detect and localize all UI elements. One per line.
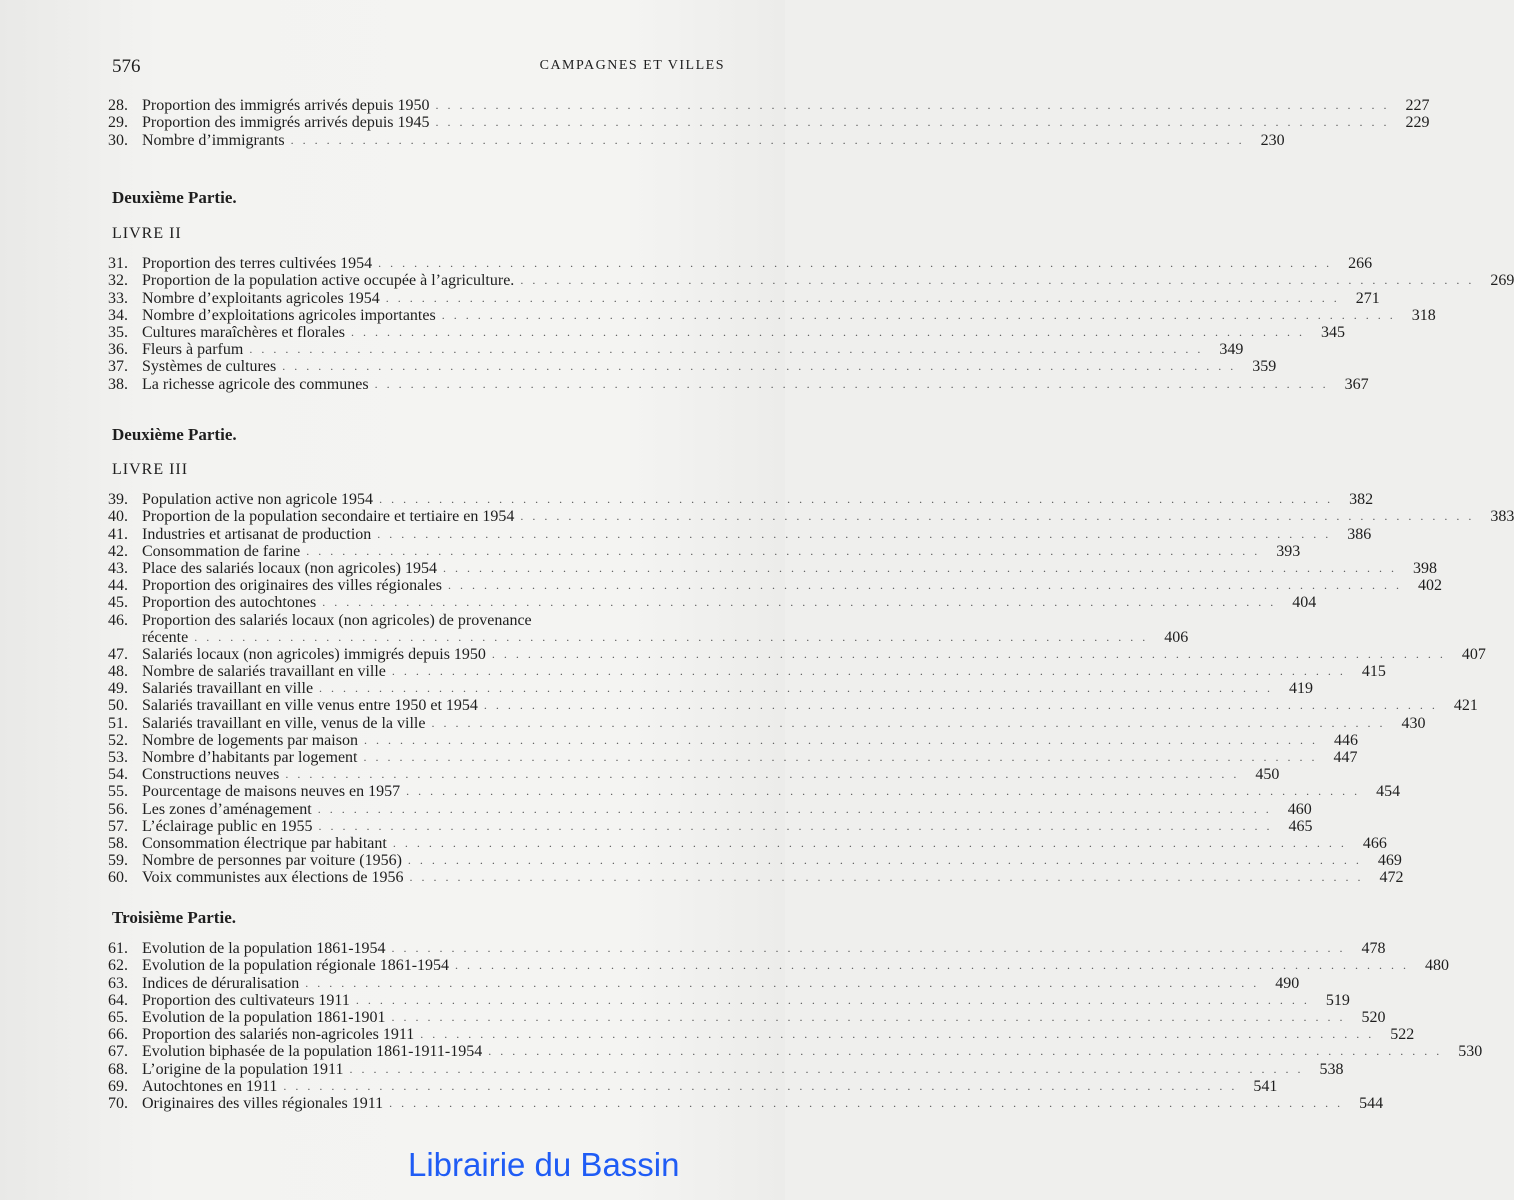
leader-dots: . . . . . . . . . . . . . . . . . . . . . . . . . . . . . . . . . . . . . . . . . . . . . . . . . . . . . . . . . . . . . . . . . . . . . . . . . . . . . . . . <box>351 324 1306 339</box>
entry-title: Place des salariés locaux (non agricoles) 1954 <box>142 559 438 577</box>
toc-entry <box>108 714 1426 732</box>
entry-number: 38. <box>108 375 128 393</box>
entry-number: 46. <box>108 611 128 629</box>
entry-number: 34. <box>108 306 128 324</box>
leader-dots: . . . . . . . . . . . . . . . . . . . . . . . . . . . . . . . . . . . . . . . . . . . . . . . . . . . . . . . . . . . . . . . . . . . . . . . . . . . . . . . . <box>441 307 1396 322</box>
leader-dots: . . . . . . . . . . . . . . . . . . . . . . . . . . . . . . . . . . . . . . . . . . . . . . . . . . . . . . . . . . . . . . . . . . . . . . . . . . . . . . . . <box>305 975 1260 990</box>
entry-title: Systèmes de cultures <box>142 358 277 376</box>
toc-entry <box>108 940 1386 958</box>
entry-title: Consommation électrique par habitant <box>142 834 387 852</box>
leader-dots: . . . . . . . . . . . . . . . . . . . . . . . . . . . . . . . . . . . . . . . . . . . . . . . . . . . . . . . . . . . . . . . . . . . . . . . . . . . . . . . . <box>391 1009 1346 1024</box>
toc-entry <box>108 680 1314 698</box>
toc-entry <box>108 525 1372 543</box>
toc-entry <box>108 577 1442 595</box>
leader-dots: . . . . . . . . . . . . . . . . . . . . . . . . . . . . . . . . . . . . . . . . . . . . . . . . . . . . . . . . . . . . . . . . . . . . . . . . . . . . . . . . <box>407 853 1362 868</box>
toc-entry <box>108 289 1380 307</box>
leader-dots: . . . . . . . . . . . . . . . . . . . . . . . . . . . . . . . . . . . . . . . . . . . . . . . . . . . . . . . . . . . . . . . . . . . . . . . . . . . . . . . . <box>355 992 1310 1007</box>
leader-dots: . . . . . . . . . . . . . . . . . . . . . . . . . . . . . . . . . . . . . . . . . . . . . . . . . . . . . . . . . . . . . . . . . . . . . . . . . . . . . . . . <box>379 492 1334 507</box>
leader-dots: . . . . . . . . . . . . . . . . . . . . . . . . . . . . . . . . . . . . . . . . . . . . . . . . . . . . . . . . . . . . . . . . . . . . . . . . . . . . . . . . <box>406 784 1361 799</box>
toc-entry <box>108 1060 1344 1078</box>
entry-title-continued: récente <box>142 628 189 646</box>
entry-number: 30. <box>108 131 128 149</box>
entry-page: 520 <box>1361 1008 1386 1026</box>
entry-page: 472 <box>1379 869 1404 887</box>
entry-page: 454 <box>1376 783 1401 801</box>
entry-title: Evolution biphasée de la population 1861-1911-1954 <box>142 1043 483 1061</box>
toc-entry <box>108 1077 1278 1095</box>
entry-title: Nombre de personnes par voiture (1956) <box>142 852 402 870</box>
entry-number: 35. <box>108 323 128 341</box>
leader-dots: . . . . . . . . . . . . . . . . . . . . . . . . . . . . . . . . . . . . . . . . . . . . . . . . . . . . . . . . . . . . . . . . . . . . . . . . . . . . . . . . <box>409 870 1364 885</box>
entry-page: 230 <box>1260 131 1285 149</box>
toc-entry <box>108 358 1277 376</box>
entry-page: 393 <box>1276 542 1301 560</box>
entry-number: 69. <box>108 1077 128 1095</box>
entry-number: 55. <box>108 783 128 801</box>
entry-page: 544 <box>1359 1094 1384 1112</box>
toc-entry <box>108 508 1514 526</box>
entry-page: 349 <box>1219 341 1244 359</box>
toc-entry <box>108 749 1358 766</box>
entry-page: 406 <box>1164 628 1189 646</box>
page-number: 576 <box>112 56 141 77</box>
toc-entry <box>108 97 1430 115</box>
leader-dots: . . . . . . . . . . . . . . . . . . . . . . . . . . . . . . . . . . . . . . . . . . . . . . . . . . . . . . . . . . . . . . . . . . . . . . . . . . . . . . . . <box>431 715 1386 730</box>
toc-entry <box>108 766 1280 784</box>
entry-page: 430 <box>1401 714 1426 732</box>
section-heading: Deuxième Partie. <box>112 425 237 444</box>
leader-dots: . . . . . . . . . . . . . . . . . . . . . . . . . . . . . . . . . . . . . . . . . . . . . . . . . . . . . . . . . . . . . . . . . . . . . . . . . . . . . . . . <box>520 273 1475 288</box>
entry-page: 266 <box>1348 255 1373 273</box>
leader-dots: . . . . . . . . . . . . . . . . . . . . . . . . . . . . . . . . . . . . . . . . . . . . . . . . . . . . . . . . . . . . . . . . . . . . . . . . . . . . . . . . <box>392 835 1347 850</box>
entry-number: 32. <box>108 272 128 290</box>
entry-number: 37. <box>108 358 128 376</box>
entry-title: Proportion des immigrés arrivés depuis 1945 <box>142 114 430 132</box>
entry-page: 490 <box>1275 974 1300 992</box>
entry-page: 359 <box>1252 358 1277 376</box>
entry-title: Proportion des salariés locaux (non agricoles) de provenance <box>142 611 532 629</box>
entry-number: 44. <box>108 577 128 595</box>
entry-number: 60. <box>108 869 128 887</box>
entry-title: Consommation de farine <box>142 542 301 560</box>
entry-title: Cultures maraîchères et florales <box>142 323 346 341</box>
entry-number: 65. <box>108 1008 128 1026</box>
entry-title: Evolution de la population régionale 1861-1954 <box>142 957 450 975</box>
entry-title: Industries et artisanat de production <box>142 525 372 543</box>
entry-page: 382 <box>1349 491 1374 509</box>
entry-title: Originaires des villes régionales 1911 <box>142 1094 384 1112</box>
entry-title: Indices de déruralisation <box>142 974 300 992</box>
toc-entry <box>108 697 1478 715</box>
leader-dots: . . . . . . . . . . . . . . . . . . . . . . . . . . . . . . . . . . . . . . . . . . . . . . . . . . . . . . . . . . . . . . . . . . . . . . . . . . . . . . . . <box>282 359 1237 374</box>
leader-dots: . . . . . . . . . . . . . . . . . . . . . . . . . . . . . . . . . . . . . . . . . . . . . . . . . . . . . . . . . . . . . . . . . . . . . . . . . . . . . . . . <box>391 941 1346 956</box>
leader-dots: . . . . . . . . . . . . . . . . . . . . . . . . . . . . . . . . . . . . . . . . . . . . . . . . . . . . . . . . . . . . . . . . . . . . . . . . . . . . . . . . <box>349 1061 1304 1076</box>
entry-page: 229 <box>1405 114 1430 132</box>
entry-title: Proportion des cultivateurs 1911 <box>142 991 350 1009</box>
entry-title: Les zones d’aménagement <box>142 800 312 818</box>
toc-list-0 <box>108 97 1430 149</box>
entry-number: 57. <box>108 817 128 835</box>
toc-entry <box>108 255 1373 273</box>
leader-dots: . . . . . . . . . . . . . . . . . . . . . . . . . . . . . . . . . . . . . . . . . . . . . . . . . . . . . . . . . . . . . . . . . . . . . . . . . . . . . . . . <box>447 578 1402 593</box>
entry-page: 383 <box>1490 508 1514 526</box>
toc-entry <box>108 834 1387 852</box>
entry-page: 522 <box>1390 1026 1415 1044</box>
leader-dots: . . . . . . . . . . . . . . . . . . . . . . . . . . . . . . . . . . . . . . . . . . . . . . . . . . . . . . . . . . . . . . . . . . . . . . . . . . . . . . . . <box>389 1095 1344 1110</box>
leader-dots: . . . . . . . . . . . . . . . . . . . . . . . . . . . . . . . . . . . . . . . . . . . . . . . . . . . . . . . . . . . . . . . . . . . . . . . . . . . . . . . . <box>363 732 1318 747</box>
entry-title: Nombre de salariés travaillant en ville <box>142 663 386 681</box>
toc-entry <box>108 645 1486 663</box>
entry-number: 50. <box>108 697 128 715</box>
entry-title: Proportion des autochtones <box>142 594 317 612</box>
toc-entry <box>108 783 1401 801</box>
entry-page: 407 <box>1461 645 1486 663</box>
entry-title: Salariés travaillant en ville <box>142 680 314 698</box>
entry-number: 52. <box>108 731 128 749</box>
leader-dots: . . . . . . . . . . . . . . . . . . . . . . . . . . . . . . . . . . . . . . . . . . . . . . . . . . . . . . . . . . . . . . . . . . . . . . . . . . . . . . . . <box>420 1027 1375 1042</box>
entry-number: 61. <box>108 940 128 958</box>
entry-title: L’origine de la population 1911 <box>142 1060 344 1078</box>
entry-title: La richesse agricole des communes <box>142 375 369 393</box>
entry-page: 419 <box>1289 680 1314 698</box>
entry-page: 519 <box>1325 991 1350 1009</box>
running-title: CAMPAGNES ET VILLES <box>539 58 725 73</box>
entry-page: 446 <box>1333 731 1358 749</box>
toc-entry <box>108 341 1244 359</box>
entry-number: 45. <box>108 594 128 612</box>
entry-number: 51. <box>108 714 128 732</box>
leader-dots: . . . . . . . . . . . . . . . . . . . . . . . . . . . . . . . . . . . . . . . . . . . . . . . . . . . . . . . . . . . . . . . . . . . . . . . . . . . . . . . . <box>391 664 1346 679</box>
entry-number: 53. <box>108 749 128 766</box>
entry-number: 49. <box>108 680 128 698</box>
leader-dots: . . . . . . . . . . . . . . . . . . . . . . . . . . . . . . . . . . . . . . . . . . . . . . . . . . . . . . . . . . . . . . . . . . . . . . . . . . . . . . . . <box>194 629 1149 644</box>
leader-dots: . . . . . . . . . . . . . . . . . . . . . . . . . . . . . . . . . . . . . . . . . . . . . . . . . . . . . . . . . . . . . . . . . . . . . . . . . . . . . . . . <box>306 543 1261 558</box>
entry-title: Evolution de la population 1861-1954 <box>142 940 386 958</box>
entry-number: 47. <box>108 645 128 663</box>
entry-number: 56. <box>108 800 128 818</box>
entry-number: 42. <box>108 542 128 560</box>
entry-title: Nombre d’exploitants agricoles 1954 <box>142 289 380 307</box>
livre-label: LIVRE III <box>112 461 189 478</box>
toc-entry <box>108 957 1450 975</box>
entry-title: Nombre de logements par maison <box>142 731 358 749</box>
leader-dots: . . . . . . . . . . . . . . . . . . . . . . . . . . . . . . . . . . . . . . . . . . . . . . . . . . . . . . . . . . . . . . . . . . . . . . . . . . . . . . . . <box>317 801 1272 816</box>
toc-entry <box>108 817 1313 835</box>
entry-number: 36. <box>108 341 128 359</box>
entry-number: 66. <box>108 1026 128 1044</box>
watermark: Librairie du Bassin <box>408 1146 680 1183</box>
toc-entry <box>108 974 1300 992</box>
entry-page: 345 <box>1321 323 1346 341</box>
entry-title: Evolution de la population 1861-1901 <box>142 1008 386 1026</box>
entry-page: 402 <box>1417 577 1442 595</box>
entry-page: 478 <box>1361 940 1386 958</box>
leader-dots: . . . . . . . . . . . . . . . . . . . . . . . . . . . . . . . . . . . . . . . . . . . . . . . . . . . . . . . . . . . . . . . . . . . . . . . . . . . . . . . . <box>377 526 1332 541</box>
leader-dots: . . . . . . . . . . . . . . . . . . . . . . . . . . . . . . . . . . . . . . . . . . . . . . . . . . . . . . . . . . . . . . . . . . . . . . . . . . . . . . . . <box>378 256 1333 271</box>
toc-entry <box>108 559 1438 577</box>
leader-dots: . . . . . . . . . . . . . . . . . . . . . . . . . . . . . . . . . . . . . . . . . . . . . . . . . . . . . . . . . . . . . . . . . . . . . . . . . . . . . . . . <box>285 767 1240 782</box>
entry-number: 63. <box>108 974 128 992</box>
leader-dots: . . . . . . . . . . . . . . . . . . . . . . . . . . . . . . . . . . . . . . . . . . . . . . . . . . . . . . . . . . . . . . . . . . . . . . . . . . . . . . . . <box>491 646 1446 661</box>
leader-dots: . . . . . . . . . . . . . . . . . . . . . . . . . . . . . . . . . . . . . . . . . . . . . . . . . . . . . . . . . . . . . . . . . . . . . . . . . . . . . . . . <box>363 750 1318 764</box>
entry-number: 33. <box>108 289 128 307</box>
leader-dots: . . . . . . . . . . . . . . . . . . . . . . . . . . . . . . . . . . . . . . . . . . . . . . . . . . . . . . . . . . . . . . . . . . . . . . . . . . . . . . . . <box>318 818 1273 833</box>
entry-title: Proportion de la population active occupée à l’agriculture. <box>142 272 515 290</box>
entry-title: Voix communistes aux élections de 1956 <box>142 869 404 887</box>
toc-entry <box>108 114 1430 132</box>
entry-number: 43. <box>108 559 128 577</box>
entry-page: 227 <box>1405 97 1430 115</box>
entry-page: 318 <box>1411 306 1436 324</box>
entry-title: Nombre d’immigrants <box>142 131 285 149</box>
entry-number: 67. <box>108 1043 128 1061</box>
section-heading: Troisième Partie. <box>112 908 236 927</box>
entry-page: 269 <box>1490 272 1514 290</box>
entry-page: 465 <box>1288 817 1313 835</box>
leader-dots: . . . . . . . . . . . . . . . . . . . . . . . . . . . . . . . . . . . . . . . . . . . . . . . . . . . . . . . . . . . . . . . . . . . . . . . . . . . . . . . . <box>385 290 1340 305</box>
entry-title: Nombre d’habitants par logement <box>142 749 358 766</box>
leader-dots: . . . . . . . . . . . . . . . . . . . . . . . . . . . . . . . . . . . . . . . . . . . . . . . . . . . . . . . . . . . . . . . . . . . . . . . . . . . . . . . . <box>455 958 1410 973</box>
entry-title: Autochtones en 1911 <box>142 1077 278 1095</box>
toc-list-3 <box>108 940 1483 1112</box>
entry-page: 469 <box>1377 852 1402 870</box>
leader-dots: . . . . . . . . . . . . . . . . . . . . . . . . . . . . . . . . . . . . . . . . . . . . . . . . . . . . . . . . . . . . . . . . . . . . . . . . . . . . . . . . <box>322 595 1277 610</box>
toc-entry <box>108 594 1317 612</box>
leader-dots: . . . . . . . . . . . . . . . . . . . . . . . . . . . . . . . . . . . . . . . . . . . . . . . . . . . . . . . . . . . . . . . . . . . . . . . . . . . . . . . . <box>249 342 1204 357</box>
toc-entry <box>108 800 1312 818</box>
entry-title: Proportion des terres cultivées 1954 <box>142 255 373 273</box>
entry-number: 29. <box>108 114 128 132</box>
toc-entry <box>108 1043 1483 1061</box>
entry-number: 31. <box>108 255 128 273</box>
toc-entry-continuation <box>108 628 1189 646</box>
entry-number: 48. <box>108 663 128 681</box>
toc-entry <box>108 852 1402 870</box>
leader-dots: . . . . . . . . . . . . . . . . . . . . . . . . . . . . . . . . . . . . . . . . . . . . . . . . . . . . . . . . . . . . . . . . . . . . . . . . . . . . . . . . <box>483 698 1438 713</box>
entry-number: 54. <box>108 766 128 784</box>
toc-entry <box>108 869 1404 887</box>
entry-page: 538 <box>1319 1060 1344 1078</box>
entry-number: 58. <box>108 834 128 852</box>
entry-title: Salariés locaux (non agricoles) immigrés depuis 1950 <box>142 645 486 663</box>
entry-title: Population active non agricole 1954 <box>142 491 374 509</box>
entry-title: Fleurs à parfum <box>142 341 244 359</box>
entry-title: Pourcentage de maisons neuves en 1957 <box>142 783 401 801</box>
toc-entry <box>108 611 724 628</box>
entry-title: Nombre d’exploitations agricoles importantes <box>142 306 436 324</box>
toc-entry <box>108 491 1374 509</box>
toc-entry <box>108 1026 1415 1044</box>
leader-dots: . . . . . . . . . . . . . . . . . . . . . . . . . . . . . . . . . . . . . . . . . . . . . . . . . . . . . . . . . . . . . . . . . . . . . . . . . . . . . . . . <box>488 1044 1443 1059</box>
section-heading: Deuxième Partie. <box>112 188 237 207</box>
toc-entry <box>108 991 1350 1009</box>
entry-title: L’éclairage public en 1955 <box>142 817 313 835</box>
entry-page: 460 <box>1287 800 1312 818</box>
entry-number: 68. <box>108 1060 128 1078</box>
entry-page: 415 <box>1361 663 1386 681</box>
entry-page: 404 <box>1292 594 1317 612</box>
entry-page: 530 <box>1458 1043 1483 1061</box>
entry-page: 466 <box>1362 834 1387 852</box>
entry-page: 271 <box>1355 289 1380 307</box>
toc-entry <box>108 663 1386 681</box>
entry-number: 39. <box>108 491 128 509</box>
entry-page: 386 <box>1347 525 1372 543</box>
entry-title: Proportion des originaires des villes régionales <box>142 577 442 595</box>
leader-dots: . . . . . . . . . . . . . . . . . . . . . . . . . . . . . . . . . . . . . . . . . . . . . . . . . . . . . . . . . . . . . . . . . . . . . . . . . . . . . . . . <box>319 681 1274 696</box>
entry-page: 541 <box>1253 1077 1278 1095</box>
entry-number: 28. <box>108 97 128 115</box>
toc-entry <box>108 306 1436 324</box>
entry-number: 62. <box>108 957 128 975</box>
entry-page: 447 <box>1333 749 1358 766</box>
toc-entry <box>108 272 1514 290</box>
leader-dots: . . . . . . . . . . . . . . . . . . . . . . . . . . . . . . . . . . . . . . . . . . . . . . . . . . . . . . . . . . . . . . . . . . . . . . . . . . . . . . . . <box>374 376 1329 391</box>
entry-page: 421 <box>1453 697 1478 715</box>
toc-list-2 <box>108 491 1514 887</box>
toc-entry <box>108 731 1358 749</box>
entry-page: 480 <box>1425 957 1450 975</box>
entry-title: Salariés travaillant en ville, venus de la ville <box>142 714 426 732</box>
entry-title: Salariés travaillant en ville venus entre 1950 et 1954 <box>142 697 478 715</box>
entry-title: Proportion des immigrés arrivés depuis 1950 <box>142 97 430 115</box>
entry-page: 450 <box>1255 766 1280 784</box>
leader-dots: . . . . . . . . . . . . . . . . . . . . . . . . . . . . . . . . . . . . . . . . . . . . . . . . . . . . . . . . . . . . . . . . . . . . . . . . . . . . . . . . <box>443 560 1398 575</box>
leader-dots: . . . . . . . . . . . . . . . . . . . . . . . . . . . . . . . . . . . . . . . . . . . . . . . . . . . . . . . . . . . . . . . . . . . . . . . . . . . . . . . . <box>520 509 1475 524</box>
entry-title: Proportion de la population secondaire et tertiaire en 1954 <box>142 508 515 526</box>
toc-entry <box>108 542 1301 560</box>
toc-entry <box>108 131 1285 149</box>
entry-number: 59. <box>108 852 128 870</box>
entry-number: 41. <box>108 525 128 543</box>
leader-dots: . . . . . . . . . . . . . . . . . . . . . . . . . . . . . . . . . . . . . . . . . . . . . . . . . . . . . . . . . . . . . . . . . . . . . . . . . . . . . . . . <box>435 98 1390 113</box>
entry-title: Constructions neuves <box>142 766 280 784</box>
toc-entry <box>108 1094 1384 1112</box>
toc-entry <box>108 1008 1386 1026</box>
entry-page: 367 <box>1344 375 1369 393</box>
toc-entry <box>108 323 1346 341</box>
livre-label: LIVRE II <box>112 225 182 242</box>
entry-number: 70. <box>108 1094 128 1112</box>
leader-dots: . . . . . . . . . . . . . . . . . . . . . . . . . . . . . . . . . . . . . . . . . . . . . . . . . . . . . . . . . . . . . . . . . . . . . . . . . . . . . . . . <box>283 1078 1238 1093</box>
toc-entry <box>108 375 1369 393</box>
entry-page: 398 <box>1413 559 1438 577</box>
entry-title: Proportion des salariés non-agricoles 1911 <box>142 1026 415 1044</box>
leader-dots: . . . . . . . . . . . . . . . . . . . . . . . . . . . . . . . . . . . . . . . . . . . . . . . . . . . . . . . . . . . . . . . . . . . . . . . . . . . . . . . . <box>290 132 1245 147</box>
entry-number: 40. <box>108 508 128 526</box>
entry-number: 64. <box>108 991 128 1009</box>
toc-list-1 <box>108 255 1514 393</box>
leader-dots: . . . . . . . . . . . . . . . . . . . . . . . . . . . . . . . . . . . . . . . . . . . . . . . . . . . . . . . . . . . . . . . . . . . . . . . . . . . . . . . . <box>435 115 1390 130</box>
